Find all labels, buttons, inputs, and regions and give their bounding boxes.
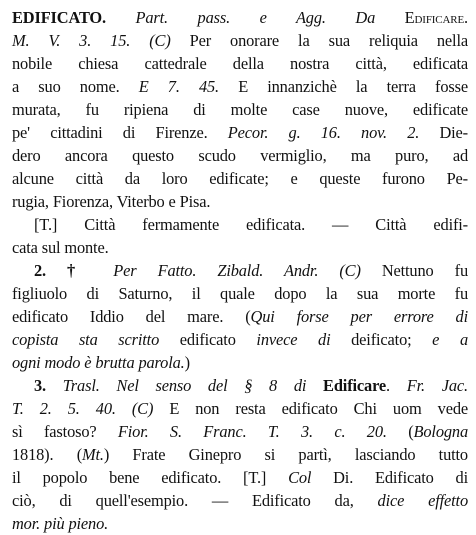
text-run: ) Frate Ginepro si partì, lasciando tutto: [103, 445, 468, 464]
text-run: Fior. S. Franc. T. 3. c. 20.: [117, 422, 387, 441]
text-line: [12, 282, 468, 305]
text-line: [12, 190, 468, 213]
text-run: copista sta scritto: [12, 330, 160, 349]
text-run: edificato Iddio del mare. (: [12, 307, 251, 326]
text-run: Edificare: [404, 8, 465, 27]
text-run: dice effetto: [377, 491, 468, 510]
text-run: invece di: [256, 330, 331, 349]
text-run: alcune città da loro edificate; e queste furono Pe-: [12, 169, 468, 188]
text-line: [12, 75, 468, 98]
text-line: [12, 52, 468, 75]
text-line: [12, 443, 468, 466]
text-run: Di. Edificato di: [311, 468, 468, 487]
text-run: .: [464, 8, 468, 27]
text-run: Fr. Jac.: [406, 376, 468, 395]
text-line: [12, 328, 468, 351]
text-run: ogni modo è brutta parola.: [12, 353, 185, 372]
text-line: [12, 98, 468, 121]
text-run: Per onorare la sua reliquia nella: [170, 31, 468, 50]
text-line: [12, 167, 468, 190]
text-line: [12, 236, 468, 259]
text-run: E 7. 45.: [138, 77, 220, 96]
text-run: edificato: [159, 330, 257, 349]
text-run: figliuolo di Saturno, il quale dopo la sua morte fu: [12, 284, 468, 303]
text-run: Part. pass. e Agg. Da: [105, 8, 405, 27]
text-line: [12, 489, 468, 512]
text-run: rugia, Fiorenza, Viterbo e Pisa.: [12, 192, 211, 211]
text-run: Per Fatto. Zibald. Andr. (C): [113, 261, 361, 280]
text-run: Die-: [419, 123, 468, 142]
text-line: [12, 259, 468, 282]
text-line: [12, 351, 468, 374]
text-line: [12, 6, 468, 29]
text-run: Pecor. g. 16. nov. 2.: [227, 123, 420, 142]
text-run: 3.: [34, 376, 63, 395]
text-line: [12, 29, 468, 52]
text-run: murata, fu ripiena di molte case nuove, edificate: [12, 100, 468, 119]
text-run: M. V. 3. 15. (C): [12, 31, 171, 50]
text-run: ciò, di quell'esempio. — Edificato da,: [12, 491, 378, 510]
entry-paragraph-3: [12, 259, 468, 374]
text-line: [12, 512, 468, 535]
text-run: a suo nome.: [12, 77, 139, 96]
text-run: 1818). (: [12, 445, 82, 464]
text-run: nobile chiesa cattedrale della nostra città, edificata: [12, 54, 468, 73]
text-line: [12, 305, 468, 328]
text-run: Trasl. Nel senso del § 8 di: [62, 376, 324, 395]
text-run: il popolo bene edificato. [T.]: [12, 468, 289, 487]
entry-paragraph-2: [12, 213, 468, 259]
text-run: mor. più pieno.: [12, 514, 109, 533]
text-line: [12, 466, 468, 489]
text-run: EDIFICATO.: [12, 8, 106, 27]
text-run: Mt.: [82, 445, 104, 464]
text-line: [12, 213, 468, 236]
text-run: Bologna: [413, 422, 469, 441]
text-run: e a: [432, 330, 468, 349]
text-run: pe' cittadini di Firenze.: [12, 123, 228, 142]
text-run: .: [386, 376, 407, 395]
text-run: E non resta edificato Chi uom vede: [153, 399, 468, 418]
text-run: Edificare: [323, 376, 387, 395]
text-run: E innanzichè la terra fosse: [219, 77, 468, 96]
text-run: Qui forse per errore di: [250, 307, 468, 326]
text-run: [T.] Città fermamente edificata. — Città edifi-: [34, 215, 468, 234]
text-line: [12, 420, 468, 443]
text-run: Col: [288, 468, 312, 487]
text-run: ): [184, 353, 190, 372]
text-run: T. 2. 5. 40. (C): [12, 399, 154, 418]
text-run: dero ancora questo scudo vermiglio, ma puro, ad: [12, 146, 468, 165]
entry-paragraph-4: [12, 374, 468, 535]
text-run: sì fastoso?: [12, 422, 118, 441]
text-run: cata sul monte.: [12, 238, 109, 257]
text-run: 2. †: [34, 261, 114, 280]
text-line: [12, 121, 468, 144]
text-line: [12, 144, 468, 167]
text-run: Nettuno fu: [360, 261, 468, 280]
text-run: deificato;: [330, 330, 433, 349]
entry-paragraph-1: [12, 6, 468, 213]
text-run: (: [386, 422, 414, 441]
text-line: [12, 374, 468, 397]
text-line: [12, 397, 468, 420]
